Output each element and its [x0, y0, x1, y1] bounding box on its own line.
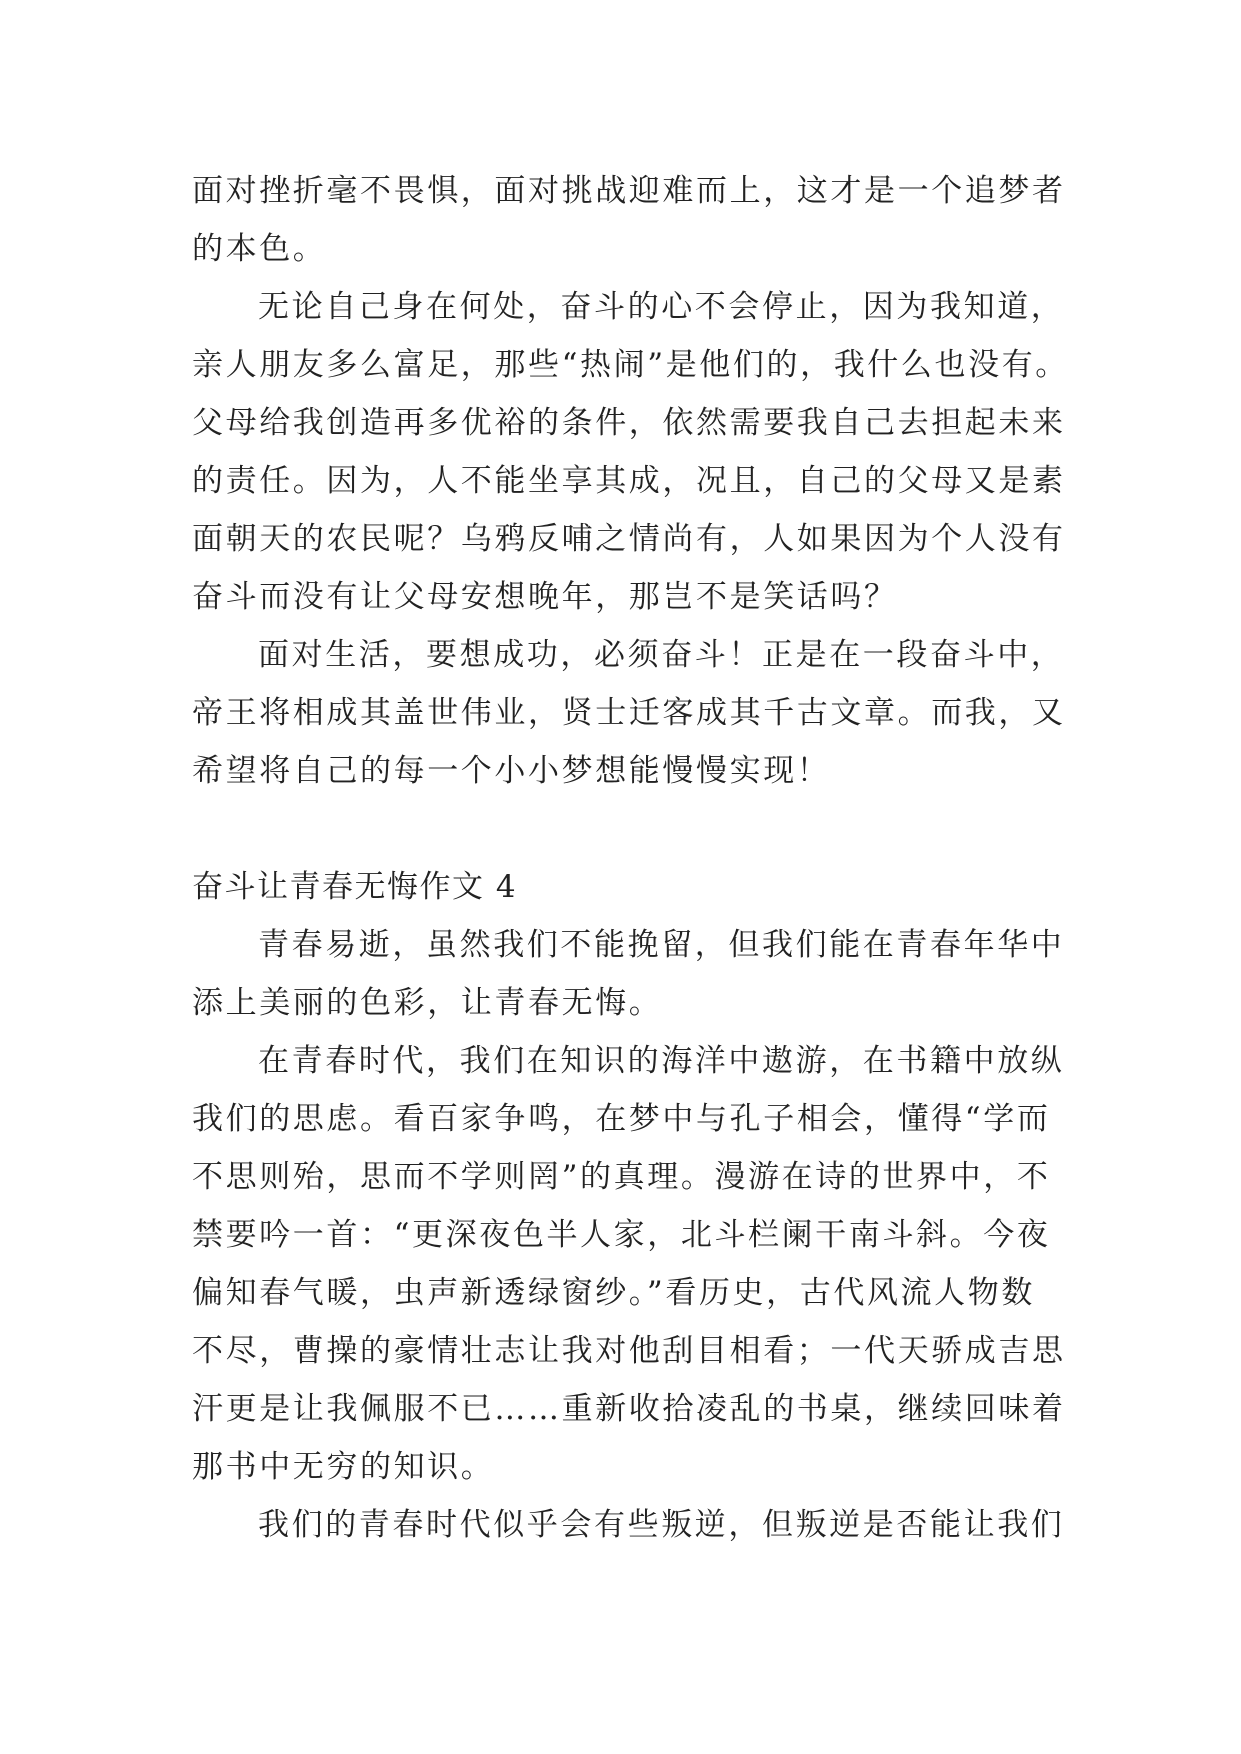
paragraph-line: 面对生活，要想成功，必须奋斗！正是在一段奋斗中， — [258, 637, 1065, 673]
paragraph — [192, 162, 1072, 278]
paragraph-line: 亲人朋友多么富足，那些“热闹”是他们的，我什么也没有。 — [192, 347, 1069, 383]
paragraph-line: 希望将自己的每一个小小梦想能慢慢实现！ — [192, 753, 831, 789]
paragraph-line: 不思则殆，思而不学则罔”的真理。漫游在诗的世界中，不 — [192, 1159, 1051, 1195]
paragraph-line: 父母给我创造再多优裕的条件，依然需要我自己去担起未来 — [192, 405, 1066, 441]
paragraph-line: 帝王将相成其盖世伟业，贤士迁客成其千古文章。而我，又 — [192, 695, 1066, 731]
heading-text: 奋斗让青春无悔作文 4 — [192, 869, 518, 905]
paragraph-line: 面朝天的农民呢？乌鸦反哺之情尚有，人如果因为个人没有 — [192, 521, 1066, 557]
section-heading — [192, 858, 1072, 916]
paragraph — [192, 916, 1072, 1032]
document-body — [192, 162, 1072, 1554]
paragraph — [192, 278, 1072, 626]
paragraph-line: 汗更是让我佩服不已……重新收拾凌乱的书桌，继续回味着 — [192, 1391, 1066, 1427]
paragraph-line: 奋斗而没有让父母安想晚年，那岂不是笑话吗？ — [192, 579, 898, 615]
paragraph-line: 添上美丽的色彩，让青春无悔。 — [192, 985, 663, 1021]
paragraph-line: 不尽，曹操的豪情壮志让我对他刮目相看；一代天骄成吉思 — [192, 1333, 1066, 1369]
paragraph-line: 偏知春气暖，虫声新透绿窗纱。”看历史，古代风流人物数 — [192, 1275, 1035, 1311]
paragraph-line: 无论自己身在何处，奋斗的心不会停止，因为我知道， — [258, 289, 1065, 325]
paragraph-line: 面对挫折毫不畏惧，面对挑战迎难而上，这才是一个追梦者 — [192, 173, 1066, 209]
paragraph-line: 的本色。 — [192, 231, 327, 267]
section-gap — [192, 800, 1072, 858]
paragraph-line: 青春易逝，虽然我们不能挽留，但我们能在青春年华中 — [258, 927, 1065, 963]
paragraph — [192, 1032, 1072, 1496]
paragraph-line: 禁要吟一首：“更深夜色半人家，北斗栏阑干南斗斜。今夜 — [192, 1217, 1051, 1253]
paragraph — [192, 626, 1072, 800]
paragraph — [192, 1496, 1072, 1554]
paragraph-line: 在青春时代，我们在知识的海洋中遨游，在书籍中放纵 — [258, 1043, 1065, 1079]
paragraph-line: 那书中无穷的知识。 — [192, 1449, 495, 1485]
paragraph-line: 我们的思虑。看百家争鸣，在梦中与孔子相会，懂得“学而 — [192, 1101, 1051, 1137]
paragraph-line: 的责任。因为，人不能坐享其成，况且，自己的父母又是素 — [192, 463, 1066, 499]
paragraph-line: 我们的青春时代似乎会有些叛逆，但叛逆是否能让我们 — [258, 1507, 1065, 1543]
